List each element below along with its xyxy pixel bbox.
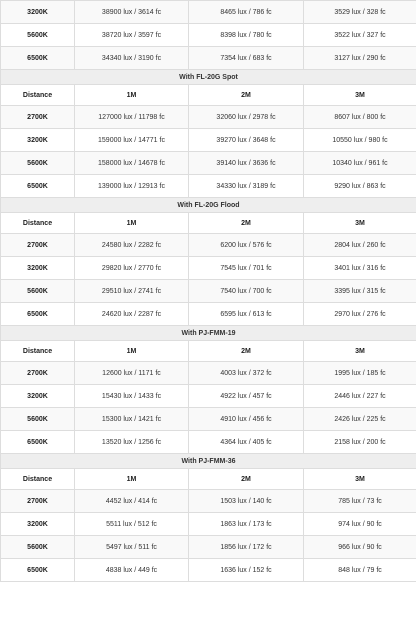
row-label: 6500K: [1, 175, 75, 198]
table-row: [1, 152, 416, 175]
table-row: [1, 431, 416, 454]
value-3m: 9290 lux / 863 fc: [304, 175, 416, 198]
row-label: 2700K: [1, 362, 75, 385]
value-2m: 7545 lux / 701 fc: [189, 257, 304, 280]
row-label: 3200K: [1, 129, 75, 152]
value-3m: 10550 lux / 980 fc: [304, 129, 416, 152]
row-label: 3200K: [1, 1, 75, 24]
value-3m: 3401 lux / 316 fc: [304, 257, 416, 280]
value-3m: 3522 lux / 327 fc: [304, 24, 416, 47]
value-1m: 13520 lux / 1256 fc: [75, 431, 189, 454]
section-title-row: [1, 326, 416, 341]
row-label: 5600K: [1, 408, 75, 431]
value-3m: 10340 lux / 961 fc: [304, 152, 416, 175]
value-1m: 4838 lux / 449 fc: [75, 559, 189, 582]
row-label: 5600K: [1, 280, 75, 303]
header-2m: 2M: [189, 213, 304, 234]
value-1m: 5511 lux / 512 fc: [75, 513, 189, 536]
header-1m: 1M: [75, 341, 189, 362]
value-2m: 39140 lux / 3636 fc: [189, 152, 304, 175]
value-3m: 2970 lux / 276 fc: [304, 303, 416, 326]
header-2m: 2M: [189, 469, 304, 490]
row-label: 6500K: [1, 431, 75, 454]
row-label: 2700K: [1, 234, 75, 257]
row-label: 2700K: [1, 106, 75, 129]
table-row: [1, 362, 416, 385]
value-1m: 24580 lux / 2282 fc: [75, 234, 189, 257]
value-3m: 2446 lux / 227 fc: [304, 385, 416, 408]
row-label: 3200K: [1, 385, 75, 408]
header-row: [1, 341, 416, 362]
value-1m: 29820 lux / 2770 fc: [75, 257, 189, 280]
value-3m: 8607 lux / 800 fc: [304, 106, 416, 129]
value-3m: 785 lux / 73 fc: [304, 490, 416, 513]
table-row: [1, 257, 416, 280]
value-2m: 34330 lux / 3189 fc: [189, 175, 304, 198]
header-row: [1, 213, 416, 234]
table-row: [1, 408, 416, 431]
row-label: 3200K: [1, 257, 75, 280]
value-2m: 1856 lux / 172 fc: [189, 536, 304, 559]
value-1m: 38900 lux / 3614 fc: [75, 1, 189, 24]
table-row: [1, 47, 416, 70]
value-2m: 6200 lux / 576 fc: [189, 234, 304, 257]
value-2m: 7540 lux / 700 fc: [189, 280, 304, 303]
value-1m: 139000 lux / 12913 fc: [75, 175, 189, 198]
table-row: [1, 513, 416, 536]
section-title: With PJ-FMM-19: [1, 326, 416, 341]
table-row: [1, 129, 416, 152]
header-1m: 1M: [75, 469, 189, 490]
header-3m: 3M: [304, 85, 416, 106]
header-distance: Distance: [1, 85, 75, 106]
table-row: [1, 490, 416, 513]
value-2m: 4910 lux / 456 fc: [189, 408, 304, 431]
section-title-row: [1, 454, 416, 469]
value-3m: 2426 lux / 225 fc: [304, 408, 416, 431]
table-row: [1, 1, 416, 24]
row-label: 5600K: [1, 152, 75, 175]
value-2m: 4364 lux / 405 fc: [189, 431, 304, 454]
value-1m: 15430 lux / 1433 fc: [75, 385, 189, 408]
row-label: 6500K: [1, 47, 75, 70]
table-row: [1, 303, 416, 326]
value-2m: 32060 lux / 2978 fc: [189, 106, 304, 129]
value-3m: 974 lux / 90 fc: [304, 513, 416, 536]
header-1m: 1M: [75, 85, 189, 106]
header-2m: 2M: [189, 341, 304, 362]
value-1m: 38720 lux / 3597 fc: [75, 24, 189, 47]
section-title-row: [1, 198, 416, 213]
table-row: [1, 106, 416, 129]
row-label: 6500K: [1, 559, 75, 582]
section-title: With PJ-FMM-36: [1, 454, 416, 469]
value-2m: 6595 lux / 613 fc: [189, 303, 304, 326]
header-distance: Distance: [1, 213, 75, 234]
value-1m: 4452 lux / 414 fc: [75, 490, 189, 513]
table-row: [1, 280, 416, 303]
value-2m: 1636 lux / 152 fc: [189, 559, 304, 582]
header-3m: 3M: [304, 341, 416, 362]
value-2m: 4922 lux / 457 fc: [189, 385, 304, 408]
value-2m: 8465 lux / 786 fc: [189, 1, 304, 24]
header-row: [1, 85, 416, 106]
row-label: 6500K: [1, 303, 75, 326]
section-title: With FL-20G Spot: [1, 70, 416, 85]
value-1m: 158000 lux / 14678 fc: [75, 152, 189, 175]
header-distance: Distance: [1, 341, 75, 362]
header-1m: 1M: [75, 213, 189, 234]
table-row: [1, 385, 416, 408]
header-2m: 2M: [189, 85, 304, 106]
value-3m: 3127 lux / 290 fc: [304, 47, 416, 70]
value-3m: 3529 lux / 328 fc: [304, 1, 416, 24]
header-3m: 3M: [304, 213, 416, 234]
value-3m: 2158 lux / 200 fc: [304, 431, 416, 454]
value-3m: 966 lux / 90 fc: [304, 536, 416, 559]
table-row: [1, 536, 416, 559]
value-2m: 4003 lux / 372 fc: [189, 362, 304, 385]
table-row: [1, 559, 416, 582]
value-3m: 3395 lux / 315 fc: [304, 280, 416, 303]
header-distance: Distance: [1, 469, 75, 490]
section-title-row: [1, 70, 416, 85]
table-row: [1, 175, 416, 198]
value-1m: 34340 lux / 3190 fc: [75, 47, 189, 70]
value-2m: 1503 lux / 140 fc: [189, 490, 304, 513]
value-1m: 159000 lux / 14771 fc: [75, 129, 189, 152]
value-3m: 2804 lux / 260 fc: [304, 234, 416, 257]
value-1m: 5497 lux / 511 fc: [75, 536, 189, 559]
value-1m: 127000 lux / 11798 fc: [75, 106, 189, 129]
row-label: 3200K: [1, 513, 75, 536]
table-row: [1, 234, 416, 257]
row-label: 5600K: [1, 24, 75, 47]
value-1m: 15300 lux / 1421 fc: [75, 408, 189, 431]
header-row: [1, 469, 416, 490]
header-3m: 3M: [304, 469, 416, 490]
value-2m: 8398 lux / 780 fc: [189, 24, 304, 47]
value-1m: 24620 lux / 2287 fc: [75, 303, 189, 326]
value-3m: 1995 lux / 185 fc: [304, 362, 416, 385]
value-1m: 29510 lux / 2741 fc: [75, 280, 189, 303]
row-label: 2700K: [1, 490, 75, 513]
value-3m: 848 lux / 79 fc: [304, 559, 416, 582]
value-2m: 1863 lux / 173 fc: [189, 513, 304, 536]
section-title: With FL-20G Flood: [1, 198, 416, 213]
table-row: [1, 24, 416, 47]
value-2m: 39270 lux / 3648 fc: [189, 129, 304, 152]
value-1m: 12600 lux / 1171 fc: [75, 362, 189, 385]
row-label: 5600K: [1, 536, 75, 559]
value-2m: 7354 lux / 683 fc: [189, 47, 304, 70]
